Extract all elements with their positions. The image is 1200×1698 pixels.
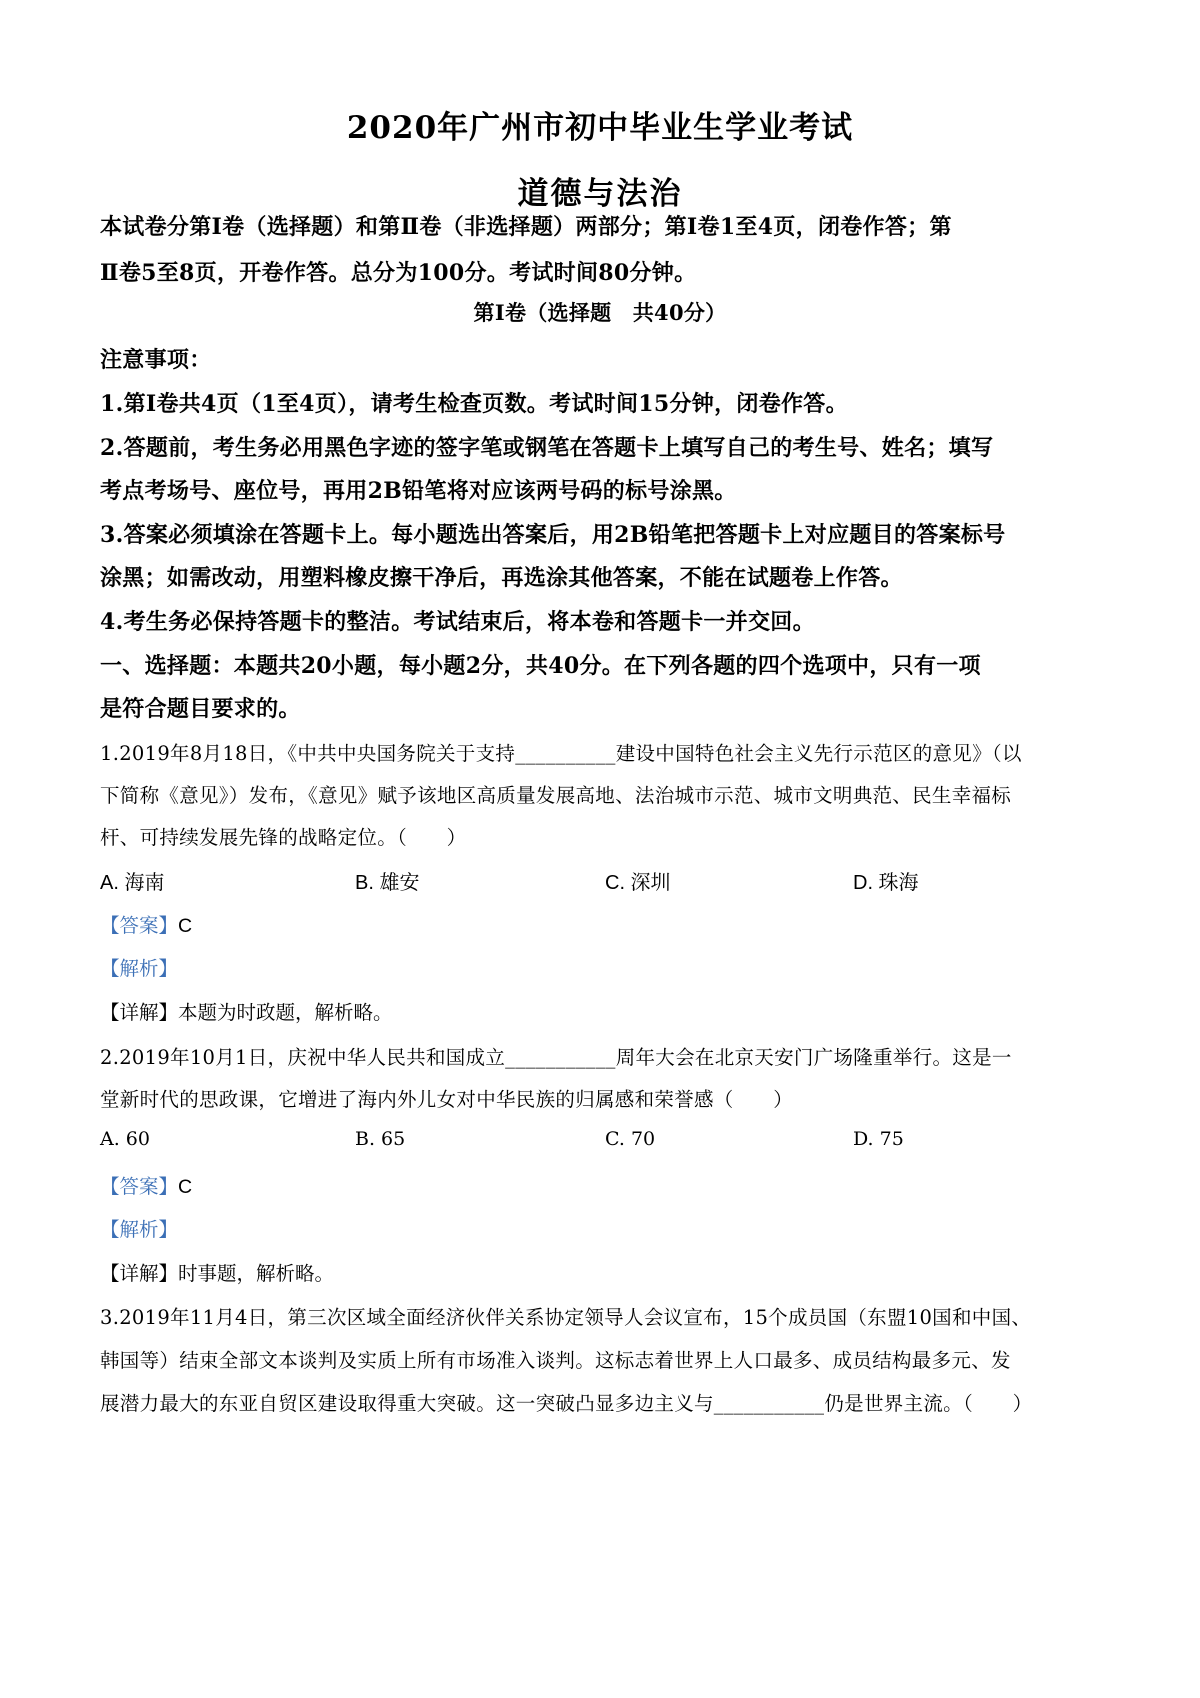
q1-detail-text: 本题为时政题，解析略。 [178, 1001, 393, 1024]
q1-option-c: C. 深圳 [605, 872, 671, 894]
q2-answer-row [100, 1171, 192, 1199]
q2-line-2: 堂新时代的思政课，它增进了海内外儿女对中华民族的归属感和荣誉感（ ） [100, 1088, 794, 1111]
q1-answer-row [100, 910, 192, 938]
note-2a: 2.答题前，考生务必用黑色字迹的签字笔或钢笔在答题卡上填写自己的考生号、姓名；填写 [100, 435, 994, 461]
q3-line-1: 3.2019年11月4日，第三次区域全面经济伙伴关系协定领导人会议宣布，15个成员国（东盟10国和中国、 [100, 1306, 1032, 1329]
exam-title: 2020年广州市初中毕业生学业考试 [346, 110, 854, 146]
section1-line-1: 一、选择题：本题共20小题，每小题2分，共40分。在下列各题的四个选项中，只有一项 [100, 653, 981, 679]
q2-line-1: 2.2019年10月1日，庆祝中华人民共和国成立___________周年大会在北京天安门广场隆重举行。这是一 [100, 1046, 1012, 1069]
q2-detail-row [100, 1258, 334, 1286]
q1-line-1: 1.2019年8月18日，《中共中央国务院关于支持__________建设中国特色社会主义先行示范区的意见》（以 [100, 742, 1022, 765]
note-3b: 涂黑；如需改动，用塑料橡皮擦干净后，再选涂其他答案，不能在试题卷上作答。 [100, 565, 903, 591]
q1-option-a: A. 海南 [100, 872, 165, 894]
q1-analysis-tag: 【解析】 [100, 957, 179, 980]
q1-answer-tag: 【答案】 [100, 914, 179, 937]
q2-detail-tag: 【详解】 [100, 1262, 179, 1285]
q2-answer-value: C [178, 1176, 193, 1198]
q3-line-3: 展潜力最大的东亚自贸区建设取得重大突破。这一突破凸显多边主义与___________仍是世界主流。（ ） [100, 1392, 1033, 1415]
q1-answer-value: C [178, 915, 193, 937]
q3-line-2: 韩国等）结束全部文本谈判及实质上所有市场准入谈判。这标志着世界上人口最多、成员结构最多元、发 [100, 1349, 1011, 1372]
section1-line-2: 是符合题目要求的。 [100, 696, 301, 722]
q2-option-a: A. 60 [100, 1128, 150, 1150]
intro-line-1: 本试卷分第Ⅰ卷（选择题）和第Ⅱ卷（非选择题）两部分；第Ⅰ卷1至4页，闭卷作答；第 [100, 214, 952, 240]
notes-heading: 注意事项： [100, 347, 212, 373]
q2-option-c: C. 70 [605, 1128, 656, 1150]
q1-option-b: B. 雄安 [355, 872, 420, 894]
q2-analysis-tag: 【解析】 [100, 1218, 179, 1241]
q1-line-2: 下简称《意见》）发布，《意见》赋予该地区高质量发展高地、法治城市示范、城市文明典范、民生幸福标 [100, 784, 1012, 807]
q1-line-3: 杆、可持续发展先锋的战略定位。（ ） [100, 826, 467, 849]
q1-option-d: D. 珠海 [853, 872, 919, 894]
part1-heading: 第Ⅰ卷（选择题 共40分） [473, 300, 727, 325]
intro-line-2: Ⅱ卷5至8页，开卷作答。总分为100分。考试时间80分钟。 [100, 260, 697, 286]
exam-subject: 道德与法治 [517, 176, 683, 212]
q2-detail-text: 时事题，解析略。 [178, 1262, 335, 1285]
note-4: 4.考生务必保持答题卡的整洁。考试结束后，将本卷和答题卡一并交回。 [100, 609, 815, 635]
q1-detail-tag: 【详解】 [100, 1001, 179, 1024]
note-1: 1.第Ⅰ卷共4页（1至4页），请考生检查页数。考试时间15分钟，闭卷作答。 [100, 391, 848, 417]
q2-option-d: D. 75 [853, 1128, 904, 1150]
q2-option-b: B. 65 [355, 1128, 406, 1150]
q2-answer-tag: 【答案】 [100, 1175, 179, 1198]
note-3a: 3.答案必须填涂在答题卡上。每小题选出答案后，用2B铅笔把答题卡上对应题目的答案标号 [100, 522, 1006, 548]
q1-detail-row [100, 997, 393, 1025]
note-2b: 考点考场号、座位号，再用2B铅笔将对应该两号码的标号涂黑。 [100, 478, 737, 504]
